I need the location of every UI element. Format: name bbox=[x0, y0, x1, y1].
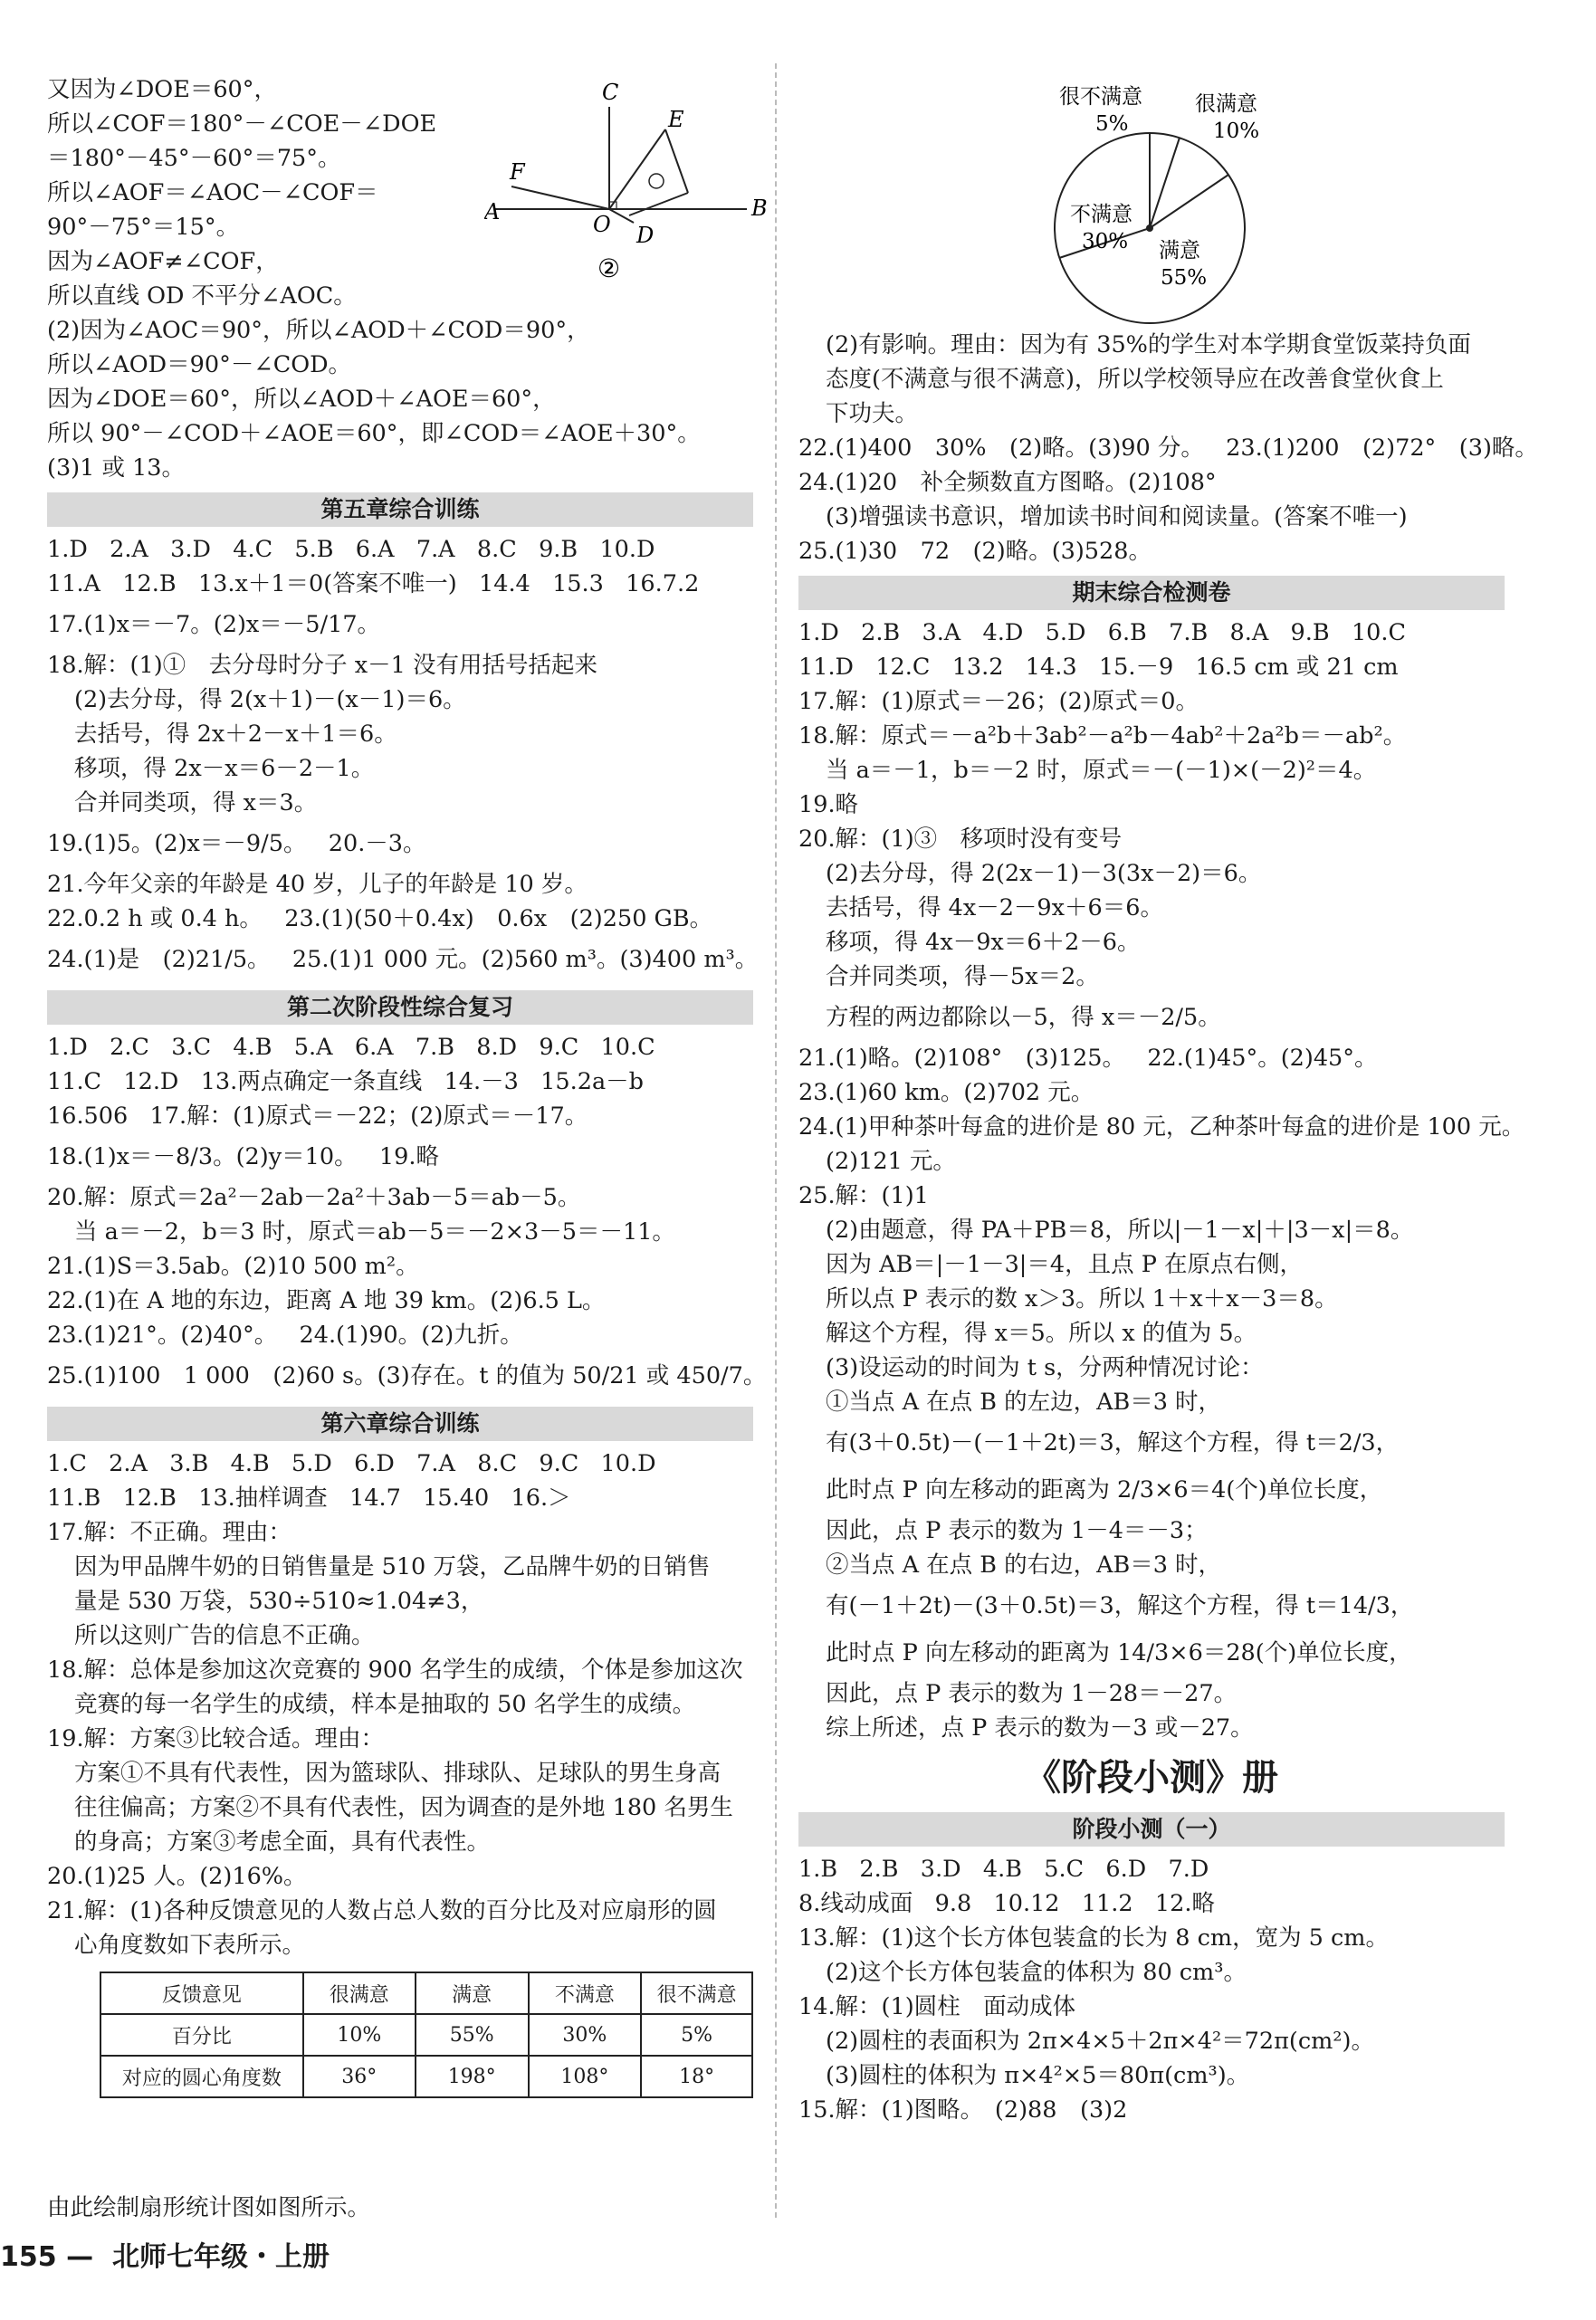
fig-label-e: E bbox=[668, 107, 684, 132]
right-top-block bbox=[798, 328, 1538, 568]
book-title: 北师七年级・上册 bbox=[111, 2241, 330, 2273]
fig-label-d: D bbox=[636, 223, 655, 248]
answer-line: 量是 530 万袋，530÷510≈1.04≠3， bbox=[74, 1588, 484, 1615]
answer-line: 22.0.2 h 或 0.4 h。 23.(1)(50＋0.4x) 0.6x (2)250 GB。 bbox=[47, 905, 713, 932]
section-title-ch6: 第六章综合训练 bbox=[47, 1407, 753, 1441]
answer-line: 21.(1)略。(2)108° (3)125。 22.(1)45°。(2)45°。 bbox=[798, 1045, 1378, 1072]
answer-line: 方程的两边都除以－5，得 x＝－2/5。 bbox=[826, 1004, 1221, 1031]
answer-line: 所以∠AOF＝∠AOC－∠COF＝ bbox=[47, 179, 378, 206]
table-header-cell: 很满意 bbox=[303, 1972, 416, 2014]
answer-line: 11.D 12.C 13.2 14.3 15.－9 16.5 cm 或 21 cm bbox=[798, 654, 1399, 681]
answer-line: 所以直线 OD 不平分∠AOC。 bbox=[47, 282, 357, 310]
answer-line: 19.略 bbox=[798, 791, 859, 818]
table-row bbox=[100, 2056, 752, 2097]
answer-line: 心角度数如下表所示。 bbox=[74, 1932, 306, 1959]
answer-line: ＝180°－45°－60°＝75°。 bbox=[47, 145, 341, 172]
answer-line: 17.(1)x＝－7。(2)x＝－5/17。 bbox=[47, 611, 381, 638]
answer-line: 19.(1)5。(2)x＝－9/5。 20.－3。 bbox=[47, 830, 426, 857]
answer-line: 18.(1)x＝－8/3。(2)y＝10。 19.略 bbox=[47, 1143, 439, 1170]
table-row bbox=[100, 2014, 752, 2056]
answer-line: 21.(1)S＝3.5ab。(2)10 500 m²。 bbox=[47, 1253, 419, 1280]
answer-line: (2)这个长方体包装盒的体积为 80 cm³。 bbox=[826, 1959, 1247, 1986]
left-column bbox=[47, 72, 767, 2105]
pie-pct-very-satisfied: 10% bbox=[1213, 119, 1260, 143]
answer-line: 17.解：(1)原式＝－26；(2)原式＝0。 bbox=[798, 688, 1199, 715]
feedback-table bbox=[100, 1972, 753, 2098]
table-cell: 36° bbox=[303, 2056, 416, 2097]
fig-caption: ② bbox=[597, 253, 621, 283]
answer-line: (3)圆柱的体积为 π×4²×5＝80π(cm³)。 bbox=[826, 2062, 1250, 2089]
table-cell: 198° bbox=[416, 2056, 529, 2097]
column-divider bbox=[775, 63, 777, 2218]
fig-label-c: C bbox=[602, 80, 619, 105]
answer-line: 所以这则广告的信息不正确。 bbox=[74, 1622, 375, 1649]
answer-line: 17.解：不正确。理由： bbox=[47, 1519, 292, 1546]
answer-line: 1.B 2.B 3.D 4.B 5.C 6.D 7.D bbox=[798, 1856, 1209, 1883]
table-cell: 5% bbox=[641, 2014, 752, 2056]
fig-label-o: O bbox=[593, 212, 611, 237]
answer-line: 因为∠AOF≠∠COF， bbox=[47, 248, 279, 275]
pie-label-dissatisfied: 不满意 bbox=[1070, 203, 1132, 226]
answer-line: 11.C 12.D 13.两点确定一条直线 14.－3 15.2a－b bbox=[47, 1068, 644, 1095]
answer-line: 18.解：(1)① 去分母时分子 x－1 没有用括号括起来 bbox=[47, 652, 597, 679]
footer: 155 — 北师七年级・上册 bbox=[0, 2241, 330, 2273]
answer-line: 25.解：(1)1 bbox=[798, 1182, 929, 1209]
ch6-answers bbox=[47, 1446, 753, 1962]
answer-line: 合并同类项，得 x＝3。 bbox=[74, 789, 318, 816]
answer-line: (2)去分母，得 2(x＋1)－(x－1)＝6。 bbox=[74, 686, 466, 713]
answer-line: 11.A 12.B 13.x＋1＝0(答案不唯一) 14.4 15.3 16.7.2 bbox=[47, 570, 700, 597]
ch6-tail-line: 由此绘制扇形统计图如图所示。 bbox=[47, 2194, 371, 2221]
answer-line: 移项，得 4x－9x＝6＋2－6。 bbox=[826, 929, 1141, 956]
answer-line: 所以 90°－∠COD＋∠AOE＝60°，即∠COD＝∠AOE＋30°。 bbox=[47, 420, 701, 447]
answer-line: 18.解：总体是参加这次竞赛的 900 名学生的成绩，个体是参加这次 bbox=[47, 1656, 743, 1684]
answer-line: 19.解：方案③比较合适。理由： bbox=[47, 1725, 385, 1752]
answer-line: 13.解：(1)这个长方体包装盒的长为 8 cm，宽为 5 cm。 bbox=[798, 1924, 1389, 1952]
table-cell: 30% bbox=[529, 2014, 642, 2056]
fig-label-f: F bbox=[510, 159, 525, 185]
answer-line: 方案①不具有代表性，因为篮球队、排球队、足球队的男生身高 bbox=[74, 1760, 722, 1787]
answer-line: 21.今年父亲的年龄是 40 岁，儿子的年龄是 10 岁。 bbox=[47, 871, 588, 898]
answer-line: 因为甲品牌牛奶的日销售量是 510 万袋，乙品牌牛奶的日销售 bbox=[74, 1553, 711, 1580]
pie-label-very-satisfied: 很满意 bbox=[1195, 92, 1257, 116]
answer-line: 14.解：(1)圆柱 面动成体 bbox=[798, 1993, 1076, 2020]
pie-pct-very-dissatisfied: 5% bbox=[1095, 112, 1129, 136]
answer-line: (3)1 或 13。 bbox=[47, 454, 186, 482]
section-title-quiz1: 阶段小测（一） bbox=[798, 1812, 1505, 1847]
answer-line: 18.解：原式＝－a²b＋3ab²－a²b－4ab²＋2a²b＝－ab²。 bbox=[798, 722, 1407, 749]
answer-line: (2)121 元。 bbox=[826, 1148, 956, 1175]
answer-line: 25.(1)100 1 000 (2)60 s。(3)存在。t 的值为 50/21 或 450/7。 bbox=[47, 1362, 767, 1389]
answer-line: 20.解：原式＝2a²－2ab－2a²＋3ab－5＝ab－5。 bbox=[47, 1184, 581, 1211]
answer-line: 解这个方程，得 x＝5。所以 x 的值为 5。 bbox=[826, 1320, 1257, 1347]
answer-line: 22.(1)在 A 地的东边，距离 A 地 39 km。(2)6.5 L。 bbox=[47, 1287, 606, 1314]
answer-line: 20.解：(1)③ 移项时没有变号 bbox=[798, 826, 1123, 853]
section-title-final: 期末综合检测卷 bbox=[798, 576, 1505, 610]
answer-line: 的身高；方案③考虑全面，具有代表性。 bbox=[74, 1828, 491, 1856]
answer-line: (2)由题意，得 PA＋PB＝8，所以|－1－x|＋|3－x|＝8。 bbox=[826, 1217, 1414, 1244]
table-header-cell: 满意 bbox=[416, 1972, 529, 2014]
fig-label-b: B bbox=[751, 196, 768, 221]
answer-line: 因此，点 P 表示的数为 1－4＝－3； bbox=[826, 1517, 1208, 1544]
answer-line: 所以点 P 表示的数 x＞3。所以 1＋x＋x－3＝8。 bbox=[826, 1285, 1338, 1313]
pie-label-very-dissatisfied: 很不满意 bbox=[1059, 85, 1142, 109]
table-header-cell: 反馈意见 bbox=[100, 1972, 303, 2014]
right-column bbox=[798, 76, 1538, 2127]
answer-line: 合并同类项，得－5x＝2。 bbox=[826, 963, 1099, 990]
answer-line: 去括号，得 2x＋2－x＋1＝6。 bbox=[74, 721, 397, 748]
left-top-block bbox=[47, 72, 753, 485]
ch5-answers bbox=[47, 532, 759, 983]
answer-line: 23.(1)21°。(2)40°。 24.(1)90。(2)九折。 bbox=[47, 1322, 523, 1349]
answer-line: 又因为∠DOE＝60°， bbox=[47, 76, 278, 103]
answer-line: (2)去分母，得 2(2x－1)－3(3x－2)＝6。 bbox=[826, 860, 1262, 887]
answer-line: 当 a＝－1，b＝－2 时，原式＝－(－1)×(－2)²＝4。 bbox=[826, 757, 1377, 784]
table-cell: 百分比 bbox=[100, 2014, 303, 2056]
table-cell: 18° bbox=[641, 2056, 752, 2097]
answer-line: 24.(1)是 (2)21/5。 25.(1)1 000 元。(2)560 m³。(3)400 m³。 bbox=[47, 946, 759, 973]
answer-line: 11.B 12.B 13.抽样调查 14.7 15.40 16.＞ bbox=[47, 1485, 571, 1512]
answer-line: 90°－75°＝15°。 bbox=[47, 214, 240, 241]
table-cell: 55% bbox=[416, 2014, 529, 2056]
answer-line: 1.D 2.B 3.A 4.D 5.D 6.B 7.B 8.A 9.B 10.C bbox=[798, 619, 1407, 646]
section-title-review2: 第二次阶段性综合复习 bbox=[47, 990, 753, 1025]
answer-line: 下功夫。 bbox=[826, 400, 919, 427]
answer-line: (2)有影响。理由：因为有 35%的学生对本学期食堂饭菜持负面 bbox=[826, 331, 1471, 358]
answer-line: 24.(1)20 补全频数直方图略。(2)108° bbox=[798, 469, 1217, 496]
review2-answers bbox=[47, 1030, 767, 1399]
answer-line: 1.D 2.A 3.D 4.C 5.B 6.A 7.A 8.C 9.B 10.D bbox=[47, 536, 655, 563]
pie-pct-dissatisfied: 30% bbox=[1082, 230, 1129, 253]
answer-line: 1.D 2.C 3.C 4.B 5.A 6.A 7.B 8.D 9.C 10.C bbox=[47, 1034, 655, 1061]
answer-line: 因为∠DOE＝60°，所以∠AOD＋∠AOE＝60°， bbox=[47, 386, 556, 413]
table-header-row bbox=[100, 1972, 752, 2014]
answer-line: (3)设运动的时间为 t s，分两种情况讨论： bbox=[826, 1354, 1264, 1381]
page-number: 155 bbox=[0, 2241, 57, 2273]
answer-line: 21.解：(1)各种反馈意见的人数占总人数的百分比及对应扇形的圆 bbox=[47, 1897, 717, 1924]
fig-label-a: A bbox=[484, 199, 501, 224]
answer-line: 1.C 2.A 3.B 4.B 5.D 6.D 7.A 8.C 9.C 10.D bbox=[47, 1450, 656, 1477]
answer-line: 16.506 17.解：(1)原式＝－22；(2)原式＝－17。 bbox=[47, 1103, 588, 1130]
answer-line: 此时点 P 向左移动的距离为 14/3×6＝28(个)单位长度， bbox=[826, 1639, 1412, 1666]
answer-line: 23.(1)60 km。(2)702 元。 bbox=[798, 1079, 1094, 1106]
answer-line: (3)增强读书意识，增加读书时间和阅读量。(答案不唯一) bbox=[826, 503, 1408, 530]
answer-line: 因为 AB＝|－1－3|＝4，且点 P 在原点右侧， bbox=[826, 1251, 1303, 1278]
answer-line: 22.(1)400 30% (2)略。(3)90 分。 23.(1)200 (2)72° (3)略。 bbox=[798, 434, 1538, 462]
answer-line: 当 a＝－2，b＝3 时，原式＝ab－5＝－2×3－5＝－11。 bbox=[74, 1218, 675, 1246]
answer-line: 综上所述，点 P 表示的数为－3 或－27。 bbox=[826, 1714, 1254, 1742]
answer-line: 往往偏高；方案②不具有代表性，因为调查的是外地 180 名男生 bbox=[74, 1794, 733, 1821]
answer-line: 移项，得 2x－x＝6－2－1。 bbox=[74, 755, 375, 782]
answer-line: 因此，点 P 表示的数为 1－28＝－27。 bbox=[826, 1680, 1238, 1707]
table-header-cell: 很不满意 bbox=[641, 1972, 752, 2014]
answer-line: 去括号，得 4x－2－9x＋6＝6。 bbox=[826, 894, 1163, 921]
answer-line: 有(3＋0.5t)－(－1＋2t)＝3，解这个方程，得 t＝2/3， bbox=[826, 1429, 1400, 1456]
answer-line: ①当点 A 在点 B 的左边，AB＝3 时， bbox=[826, 1389, 1222, 1416]
answer-line: 24.(1)甲种茶叶每盒的进价是 80 元，乙种茶叶每盒的进价是 100 元。 bbox=[798, 1113, 1525, 1141]
answer-line: 有(－1＋2t)－(3＋0.5t)＝3，解这个方程，得 t＝14/3， bbox=[826, 1592, 1414, 1619]
answer-line: (2)圆柱的表面积为 2π×4×5＋2π×4²＝72π(cm²)。 bbox=[826, 2028, 1374, 2055]
table-cell: 108° bbox=[529, 2056, 642, 2097]
answer-line: 所以∠AOD＝90°－∠COD。 bbox=[47, 351, 352, 378]
answer-line: 20.(1)25 人。(2)16%。 bbox=[47, 1863, 307, 1890]
section-title-ch5: 第五章综合训练 bbox=[47, 492, 753, 527]
answer-line: 态度(不满意与很不满意)，所以学校领导应在改善食堂伙食上 bbox=[826, 366, 1444, 393]
answer-line: 25.(1)30 72 (2)略。(3)528。 bbox=[798, 538, 1152, 565]
table-cell: 对应的圆心角度数 bbox=[100, 2056, 303, 2097]
answer-line: 8.线动成面 9.8 10.12 11.2 12.略 bbox=[798, 1890, 1215, 1917]
quiz1-answers bbox=[798, 1852, 1505, 2127]
answer-line: 竞赛的每一名学生的成绩，样本是抽取的 50 名学生的成绩。 bbox=[74, 1691, 696, 1718]
pie-pct-satisfied: 55% bbox=[1161, 266, 1208, 290]
answer-line: 15.解：(1)图略。 (2)88 (3)2 bbox=[798, 2096, 1128, 2124]
answer-line: ②当点 A 在点 B 的右边，AB＝3 时， bbox=[826, 1551, 1222, 1579]
pie-label-satisfied: 满意 bbox=[1159, 239, 1200, 263]
final-answers bbox=[798, 616, 1525, 1745]
answer-line: 所以∠COF＝180°－∠COE－∠DOE bbox=[47, 110, 437, 138]
table-header-cell: 不满意 bbox=[529, 1972, 642, 2014]
table-cell: 10% bbox=[303, 2014, 416, 2056]
answer-line: (2)因为∠AOC＝90°，所以∠AOD＋∠COD＝90°， bbox=[47, 317, 590, 344]
answer-line: 此时点 P 向左移动的距离为 2/3×6＝4(个)单位长度， bbox=[826, 1476, 1383, 1504]
booklet-title: 《阶段小测》册 bbox=[1025, 1757, 1278, 1799]
